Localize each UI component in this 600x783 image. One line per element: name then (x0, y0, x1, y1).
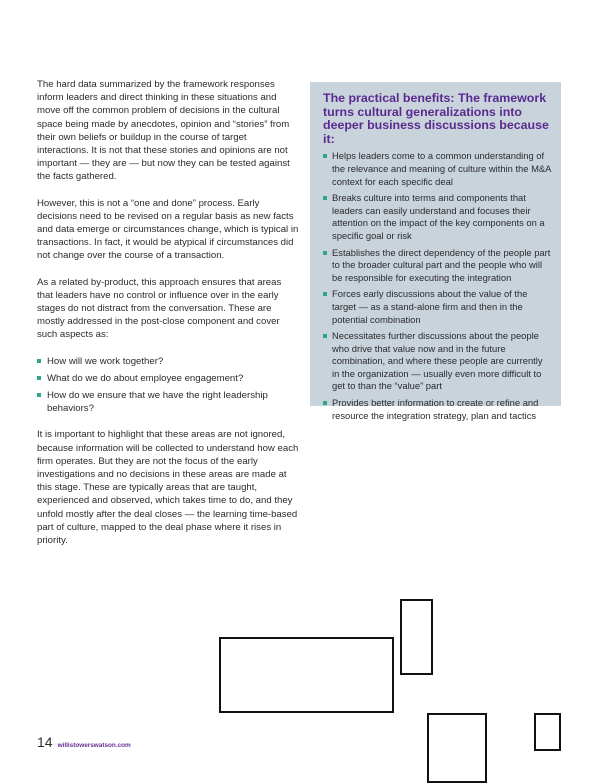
list-item: Provides better information to create or refine and resource the integration strategy, plan and tactics (323, 397, 551, 422)
page-number: 14 (37, 734, 53, 750)
body-paragraph: It is important to highlight that these areas are not ignored, because information will be collected to understand how each firm operates. But they are not the focus of the early investigations and no decisions in these areas are made at this stage. These are typically areas that are taught, experienced and observed, which takes time to do, and they unfold mostly after the deal closes — the learning time-based part of culture, mapped to the deal phase where it rises in priority. (37, 429, 299, 547)
list-item: Helps leaders come to a common understanding of the relevance and meaning of culture within the M&A context for each specific deal (323, 150, 551, 188)
decorative-frame-bottom (427, 713, 487, 783)
list-item: Necessitates further discussions about the people who drive that value now and in the future combination, and where these people are currently in the organization — usually even more difficult to get to than the “value” part (323, 330, 551, 393)
questions-list (37, 355, 299, 416)
decorative-frame-wide (219, 637, 394, 713)
main-column (37, 78, 299, 560)
list-item: How will we work together? (37, 355, 299, 368)
site-link[interactable]: willistowerswatson.com (57, 742, 131, 749)
list-item: What do we do about employee engagement? (37, 372, 299, 385)
list-item: Breaks culture into terms and components that leaders can easily understand and focuses their attention on the impact of the key components on a specific goal or risk (323, 192, 551, 242)
sidebar-heading: The practical benefits: The framework turns cultural generalizations into deeper business discussions because it: (323, 91, 549, 146)
list-item: Establishes the direct dependency of the people part to the broader cultural part and the people who will be responsible for executing the integration (323, 247, 551, 285)
body-paragraph: The hard data summarized by the framework responses inform leaders and direct thinking in these situations and move off the common problem of decisions in the cultural space being made by anecdotes, opinion and “stories” from their own beliefs or buildup in the course of target interactions. It is not that these stories and opinions are not important — they are — but now they can be tested against the facts gathered. (37, 79, 290, 183)
page-footer (37, 734, 131, 750)
body-paragraph: As a related by-product, this approach ensures that areas that leaders have no control or influence over in the early stages do not distract from the conversation. These are mostly addressed in the post-close component and cover such aspects as: (37, 276, 282, 341)
list-item: Forces early discussions about the value of the target — as a stand-alone firm and then in the potential combination (323, 288, 551, 326)
decorative-frame-tall (400, 599, 433, 675)
benefits-sidebar (310, 82, 561, 421)
list-item: How do we ensure that we have the right leadership behaviors? (37, 389, 299, 415)
body-paragraph: However, this is not a “one and done” process. Early decisions need to be revised on a regular basis as new facts and data emerge or circumstances change, which is typical in transactions. In fact, it would be atypical if circumstances did not change over the course of a transaction. (37, 197, 299, 262)
benefits-list (323, 150, 551, 422)
decorative-frame-small (534, 713, 561, 751)
